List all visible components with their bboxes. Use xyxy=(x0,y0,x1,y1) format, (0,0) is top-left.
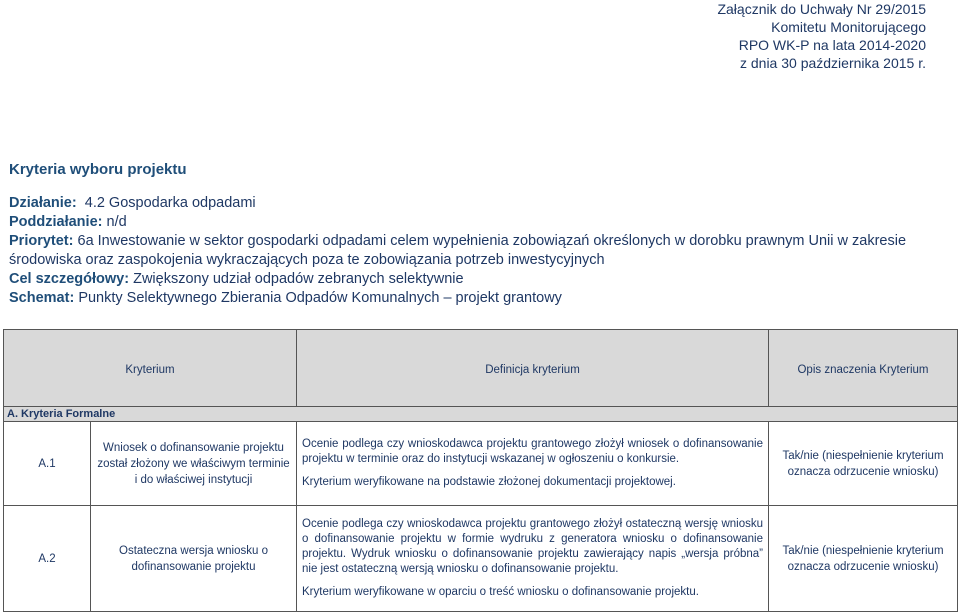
schemat-row xyxy=(9,289,939,308)
definition-note: Kryterium weryfikowane na podstawie złożonej dokumentacji projektowej. xyxy=(302,476,676,488)
table-row xyxy=(4,422,958,506)
criterion-description: Tak/nie (niespełnienie kryterium oznacza odrzucenie wniosku) xyxy=(769,506,958,612)
annex-header xyxy=(717,0,926,72)
criteria-table xyxy=(3,329,958,612)
annex-line-4: z dnia 30 października 2015 r. xyxy=(739,55,926,71)
criterion-name: Wniosek o dofinansowanie projektu został złożony we właściwym terminie i do właściwej instytucji xyxy=(91,422,297,506)
annex-line-3: RPO WK-P na lata 2014-2020 xyxy=(738,37,926,53)
definition-paragraph: Ocenie podlega czy wnioskodawca projektu grantowego złożył ostateczną wersję wniosku o dofinansowanie projektu w formie wydruku z generatora wniosku o dofinansowanie projektu. Wydruk wniosku o dofinansowanie projektu zawierający napis „wersja próbna” nie jest ostateczną wersją wniosku o dofinansowanie projektu. xyxy=(302,518,763,575)
header-definicja: Definicja kryterium xyxy=(297,330,769,407)
project-meta xyxy=(9,194,939,308)
cel-label: Cel szczegółowy: xyxy=(9,271,130,287)
annex-line-1: Załącznik do Uchwały Nr 29/2015 xyxy=(717,1,926,17)
priorytet-row xyxy=(9,232,939,270)
dzialanie-value: 4.2 Gospodarka odpadami xyxy=(84,195,256,211)
priorytet-label: Priorytet: xyxy=(9,233,74,249)
section-title: A. Kryteria Formalne xyxy=(4,407,958,422)
header-kryterium: Kryterium xyxy=(4,330,297,407)
annex-line-2: Komitetu Monitorującego xyxy=(771,19,926,35)
definition-note: Kryterium weryfikowane w oparciu o treść wniosku o dofinansowanie projektu. xyxy=(302,586,699,598)
header-opis: Opis znaczenia Kryterium xyxy=(769,330,958,407)
criterion-number: A.2 xyxy=(4,506,91,612)
schemat-label: Schemat: xyxy=(9,290,75,306)
poddzialanie-value: n/d xyxy=(106,214,127,230)
poddzialanie-label: Poddziałanie: xyxy=(9,214,103,230)
section-row xyxy=(4,407,958,422)
poddzialanie-row xyxy=(9,213,939,232)
schemat-value: Punkty Selektywnego Zbierania Odpadów Komunalnych – projekt grantowy xyxy=(78,290,562,306)
cel-value: Zwiększony udział odpadów zebranych selektywnie xyxy=(133,271,464,287)
priorytet-value: 6a Inwestowanie w sektor gospodarki odpadami celem wypełnienia zobowiązań określonych w dorobku prawnym Unii w zakresie środowiska oraz zaspokojenia wykraczających poza te zobowiązania potrzeb inwestycyjnych xyxy=(9,233,907,268)
criterion-number: A.1 xyxy=(4,422,91,506)
document-title: Kryteria wyboru projektu xyxy=(9,161,187,178)
criterion-definition xyxy=(297,422,769,506)
criterion-name: Ostateczna wersja wniosku o dofinansowanie projektu xyxy=(91,506,297,612)
criterion-description: Tak/nie (niespełnienie kryterium oznacza odrzucenie wniosku) xyxy=(769,422,958,506)
criterion-definition xyxy=(297,506,769,612)
dzialanie-label: Działanie: xyxy=(9,195,77,211)
cel-row xyxy=(9,270,939,289)
definition-paragraph: Ocenie podlega czy wnioskodawca projektu grantowego złożył wniosek o dofinansowanie projektu w terminie oraz do instytucji wskazanej w ogłoszeniu o konkursie. xyxy=(302,438,763,465)
table-row xyxy=(4,506,958,612)
table-header-row xyxy=(4,330,958,407)
dzialanie-row xyxy=(9,194,939,213)
